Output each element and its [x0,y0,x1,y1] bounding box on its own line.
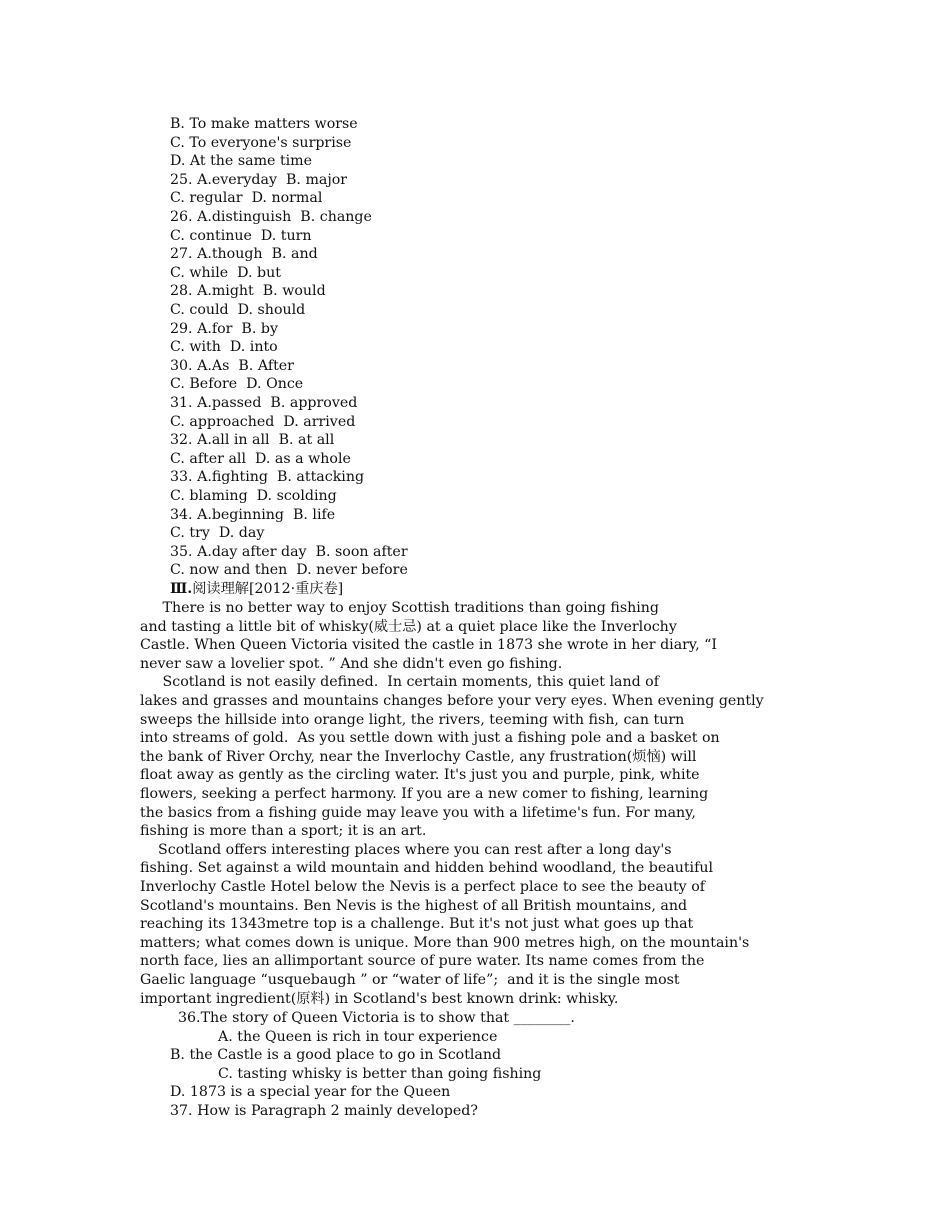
passage-line: reaching its 1343metre top is a challenge. But it's not just what goes up that [140,916,694,933]
option-line: C. after all D. as a whole [170,450,351,467]
option-line: 28. A.might B. would [170,283,326,300]
passage-line: float away as gently as the circling water. It's just you and purple, pink, white [140,767,700,784]
option-line: C. could D. should [170,302,306,318]
option-line: C. try D. day [170,525,265,542]
option-line: 25. A.everyday B. major [170,171,348,188]
passage-line: sweeps the hillside into orange light, the rivers, teeming with fish, can turn [140,711,685,728]
passage-line: Castle. When Queen Victoria visited the castle in 1873 she wrote in her diary, “I [140,637,717,654]
option-line: C. Before D. Once [170,376,304,393]
passage-line: Gaelic language “usquebaugh ” or “water of life”; and it is the single most [140,972,680,988]
option-line: 29. A.for B. by [170,320,278,337]
passage-line: north face, lies an allimportant source of pure water. Its name comes from the [140,953,705,970]
section-title: 阅读理解[2012·重庆卷] [192,581,344,597]
option-line: 27. A.though B. and [170,246,318,263]
option-line: C. continue D. turn [170,227,312,244]
section-numeral: Ⅲ. [170,581,193,597]
option-line: C. with D. into [170,339,278,356]
question-line: C. tasting whisky is better than going fishing [218,1065,542,1082]
section-heading [170,580,343,599]
option-line: C. now and then D. never before [170,562,408,579]
option-line: C. regular D. normal [170,190,323,207]
option-line: 33. A.fighting B. attacking [170,469,365,486]
option-line: 31. A.passed B. approved [170,395,358,411]
option-line: C. To everyone's surprise [170,134,352,151]
passage-line: the basics from a fishing guide may leave you with a lifetime's fun. For many, [140,804,696,821]
option-line: 32. A.all in all B. at all [170,432,335,449]
passage-line: the bank of River Orchy, near the Inverlochy Castle, any frustration(烦恼) will [140,748,697,765]
passage-line: into streams of gold. As you settle down with just a fishing pole and a basket on [140,730,720,747]
passage-line: There is no better way to enjoy Scottish traditions than going fishing [140,600,660,616]
question-line: 37. How is Paragraph 2 mainly developed? [170,1103,478,1119]
passage-line: Inverlochy Castle Hotel below the Nevis is a perfect place to see the beauty of [140,879,705,895]
passage-line: fishing. Set against a wild mountain and hidden behind woodland, the beautiful [140,860,714,877]
option-line: 26. A.distinguish B. change [170,209,372,225]
passage-line: Scotland is not easily defined. In certain moments, this quiet land of [140,674,659,691]
passage-line: matters; what comes down is unique. More than 900 metres high, on the mountain's [140,934,750,951]
passage-line: Scotland's mountains. Ben Nevis is the highest of all British mountains, and [140,897,688,914]
passage-line: never saw a lovelier spot. ” And she didn't even go fishing. [140,655,563,672]
passage-line: fishing is more than a sport; it is an art. [140,823,427,840]
question-line: D. 1873 is a special year for the Queen [170,1084,451,1101]
option-line: 30. A.As B. After [170,357,294,374]
passage-line: flowers, seeking a perfect harmony. If you are a new comer to fishing, learning [140,786,709,802]
question-line: A. the Queen is rich in tour experience [218,1028,498,1045]
passage-line: Scotland offers interesting places where you can rest after a long day's [140,841,672,858]
question-line: B. the Castle is a good place to go in Scotland [170,1047,502,1064]
option-line: C. blaming D. scolding [170,488,337,504]
option-line: 35. A.day after day B. soon after [170,543,408,560]
option-line: 34. A.beginning B. life [170,506,336,523]
option-line: B. To make matters worse [170,116,358,132]
question-line: 36.The story of Queen Victoria is to show that ________. [178,1010,575,1026]
option-line: C. approached D. arrived [170,413,356,430]
passage-line: and tasting a little bit of whisky(威士忌) at a quiet place like the Inverlochy [140,618,677,635]
passage-line: important ingredient(原料) in Scotland's best known drink: whisky. [140,990,619,1007]
option-line: C. while D. but [170,264,281,281]
option-line: D. At the same time [170,153,313,170]
passage-line: lakes and grasses and mountains changes before your very eyes. When evening gently [140,693,764,709]
